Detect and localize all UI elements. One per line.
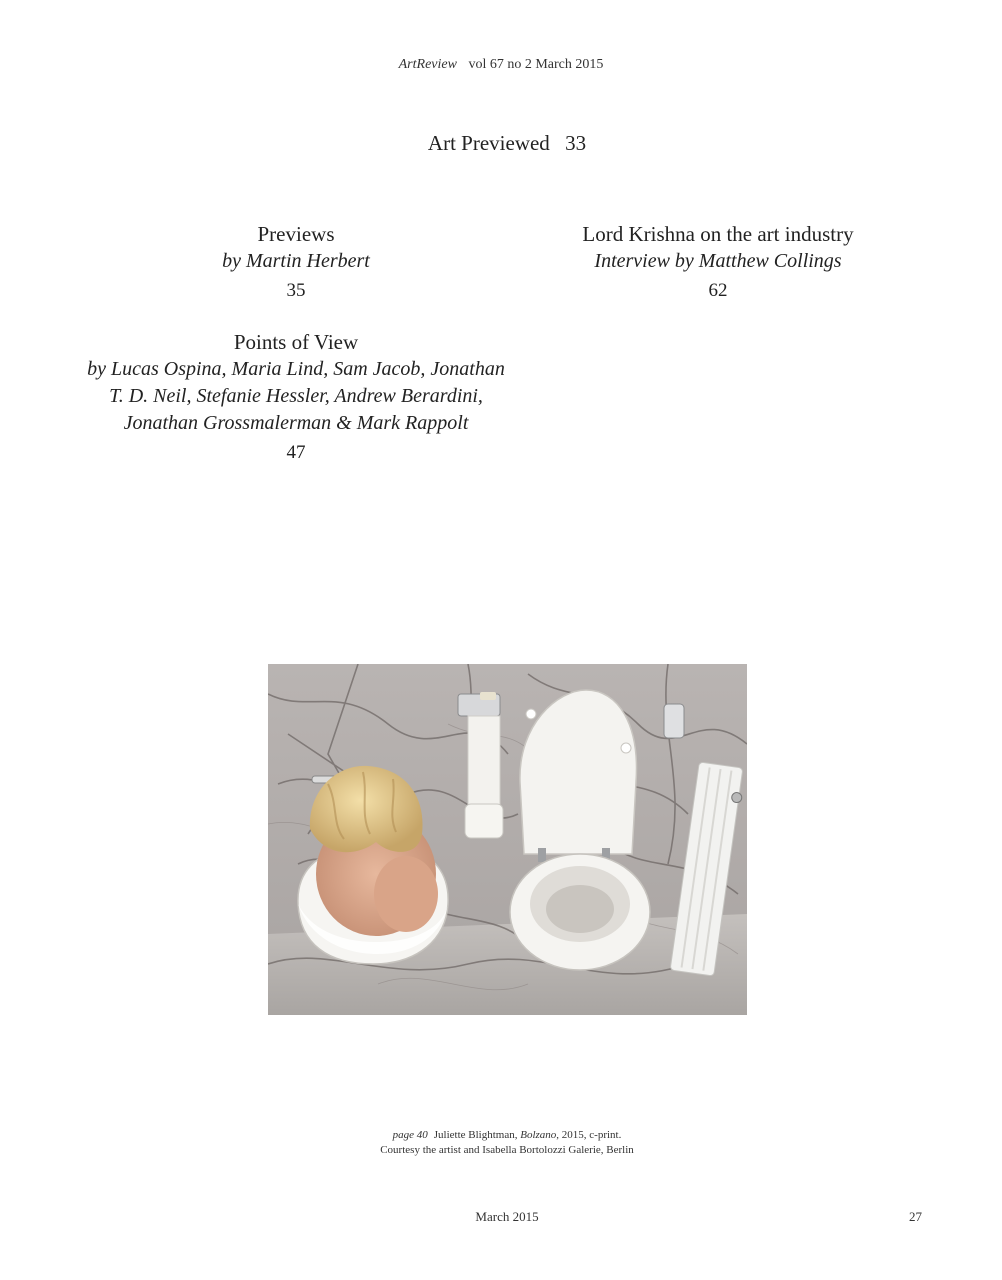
entry-page-number: 62 bbox=[708, 280, 728, 301]
issue-info: vol 67 no 2 March 2015 bbox=[468, 57, 604, 72]
footer-date: March 2015 bbox=[475, 1209, 539, 1224]
toc-entry-previews[interactable] bbox=[146, 221, 446, 304]
caption-details: , 2015, c-print. bbox=[556, 1129, 622, 1141]
section-title: Art Previewed bbox=[427, 131, 550, 155]
artwork-photograph bbox=[268, 664, 747, 1015]
entry-page-number: 47 bbox=[286, 442, 306, 463]
section-heading bbox=[0, 131, 1002, 156]
magazine-name: ArtReview bbox=[398, 57, 457, 72]
entry-title: Points of View bbox=[233, 330, 359, 354]
entry-page-number: 35 bbox=[286, 280, 306, 301]
toc-entry-lord-krishna[interactable] bbox=[540, 221, 896, 304]
entry-byline: by Martin Herbert bbox=[222, 250, 370, 272]
caption-line-2: Courtesy the artist and Isabella Bortolozzi Galerie, Berlin bbox=[380, 1144, 634, 1156]
entry-byline-line-2: T. D. Neil, Stefanie Hessler, Andrew Berardini, bbox=[109, 385, 483, 407]
entry-byline: Interview by Matthew Collings bbox=[594, 250, 842, 272]
caption-page-reference: page 40 bbox=[392, 1129, 428, 1141]
caption-line-1 bbox=[0, 1128, 1002, 1143]
entry-title: Previews bbox=[257, 222, 335, 246]
entry-byline-line-3: Jonathan Grossmalerman & Mark Rappolt bbox=[123, 412, 469, 434]
entry-title: Lord Krishna on the art industry bbox=[582, 222, 854, 246]
running-header bbox=[0, 57, 1002, 73]
section-page-number: 33 bbox=[565, 131, 587, 155]
page-number: 27 bbox=[909, 1209, 922, 1224]
caption-work-title: Bolzano bbox=[520, 1129, 557, 1141]
caption-artist: Juliette Blightman, bbox=[433, 1129, 521, 1141]
bathroom-photo-illustration bbox=[268, 664, 747, 1015]
entry-byline-line-1: by Lucas Ospina, Maria Lind, Sam Jacob, Jonathan bbox=[87, 358, 505, 380]
photo-caption bbox=[0, 1128, 1002, 1158]
toc-entry-points-of-view[interactable] bbox=[86, 329, 506, 466]
